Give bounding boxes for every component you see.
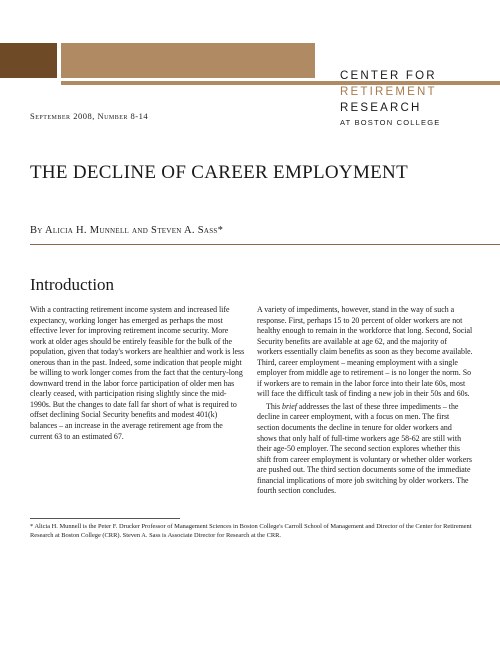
page-title: THE DECLINE OF CAREER EMPLOYMENT (30, 162, 408, 183)
text-column-right (257, 305, 473, 497)
footnote: * Alicia H. Munnell is the Peter F. Drucker Professor of Management Sciences in Boston College's Carroll School of Management and Director of the Center for Retirement Research at Boston College (CRR). Steven A. Sass is Associate Director for Research at the CRR. (30, 523, 472, 539)
logo-line-4: AT BOSTON COLLEGE (340, 118, 441, 127)
byline: By Alicia H. Munnell and Steven A. Sass* (30, 225, 224, 236)
logo-line-2: RETIREMENT (340, 86, 437, 98)
emphasis-brief: brief (282, 401, 297, 411)
text-column-left (30, 305, 246, 442)
issue-date: September 2008, Number 8-14 (30, 111, 149, 121)
paragraph-1: With a contracting retirement income system and increased life expectancy, working longer has emerged as perhaps the most effective lever for improving retirement income security. More work at older ages should be entirely feasible for the bulk of the population, given that today's workers are healthier and work is less onerous than in the past. Indeed, some indication that people might be willing to work longer comes from the fact that the century-long downward trend in the labor force participation of older men has clearly ceased, with participation rising slightly since the mid-1990s. But the changes to date fall far short of what is required to offset declining Social Security benefits and modest 401(k) balances – an increase in the average retirement age from the current 63 to an estimated 67. (30, 305, 245, 441)
divider (30, 244, 500, 245)
crr-logo (340, 68, 500, 128)
header-bar-light (61, 43, 315, 78)
section-heading: Introduction (30, 275, 115, 294)
footnote-divider (30, 518, 180, 519)
logo-line-3: RESEARCH (340, 102, 422, 114)
paragraph-2: A variety of impediments, however, stand in the way of such a response. First, perhaps 15 to 20 percent of older workers are not healthy enough to remain in the workforce that long. Second, Social Security benefits are available at age 62, and the majority of workers essentially claim benefits as soon as they become available. Third, career employment – meaning employment with a single employer from middle age to retirement – is no longer the norm. So if workers are to remain in the labor force into their late 60s, most will face the difficult task of finding a new job in their 50s and 60s. (257, 305, 473, 399)
header-bar-dark (0, 43, 57, 78)
paragraph-3: This brief addresses the last of these three impediments – the decline in career employment, with a focus on men. The first section documents the decline in tenure for older workers and shows that only half of full-time workers age 58-62 are still with their age-50 employer. The second section explores whether this shift from career employment is voluntary or whether older workers are pushed out. The third section documents some of the immediate financial implications of more job switching by older workers. The fourth section concludes. (257, 401, 472, 496)
logo-line-1: CENTER FOR (340, 70, 437, 82)
